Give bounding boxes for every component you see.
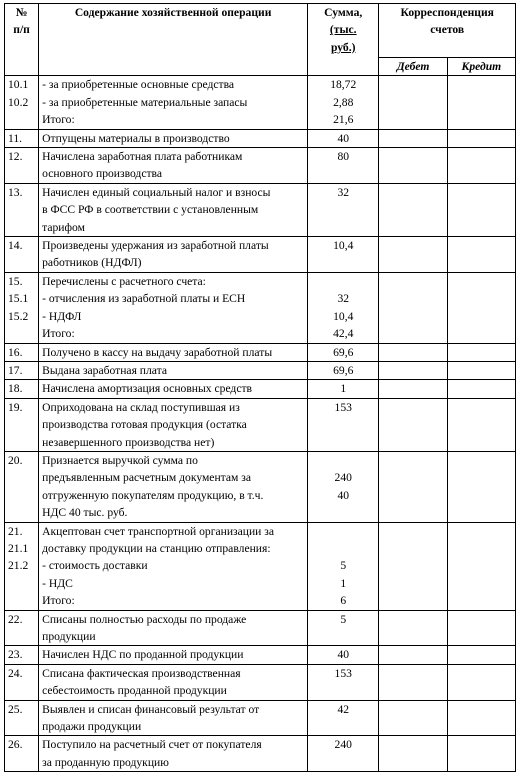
operation-description (39, 646, 308, 664)
row-number-line: 26. (8, 738, 23, 752)
row-number-line: 25. (8, 702, 23, 716)
description-line: - за приобретенные материальные запасы (42, 95, 248, 109)
row-number-line: 22. (8, 612, 23, 626)
credit-cell[interactable] (447, 646, 515, 664)
operation-sum (308, 451, 379, 522)
debit-cell[interactable] (379, 522, 447, 610)
sum-line: 6 (340, 594, 347, 608)
row-number (5, 451, 39, 522)
description-line: Выдана заработная плата (42, 363, 167, 377)
operation-sum (308, 736, 379, 772)
debit-cell[interactable] (379, 700, 447, 736)
operation-sum (308, 646, 379, 664)
table-row (5, 361, 516, 379)
row-number (5, 148, 39, 184)
sum-line: 18,72 (330, 78, 357, 92)
sum-line: 153 (334, 666, 352, 680)
operation-sum (308, 664, 379, 700)
description-line: работников (НДФЛ) (42, 256, 142, 270)
operation-description (39, 183, 308, 236)
sum-line: 240 (334, 738, 352, 752)
sum-line: 69,6 (333, 363, 354, 377)
description-line: Начислена амортизация основных средств (42, 382, 253, 396)
table-row (5, 380, 516, 398)
row-number (5, 183, 39, 236)
operation-description (39, 700, 308, 736)
sum-line (311, 504, 375, 521)
operation-sum (308, 700, 379, 736)
sum-line: 5 (340, 559, 347, 573)
row-number-line: 19. (8, 400, 23, 414)
description-line: тарифом (42, 220, 85, 234)
operations-table (4, 3, 516, 772)
row-number (5, 272, 39, 343)
table-row (5, 522, 516, 610)
debit-cell[interactable] (379, 398, 447, 451)
credit-cell[interactable] (447, 700, 515, 736)
row-number (5, 610, 39, 646)
operation-sum (308, 237, 379, 273)
table-row (5, 700, 516, 736)
description-line: незавершенного производства нет) (42, 435, 215, 449)
row-number (5, 76, 39, 129)
description-line: Перечислены с расчетного счета: (42, 274, 206, 288)
description-line: Итого: (42, 113, 75, 127)
row-number (5, 664, 39, 700)
sum-line: 2,88 (333, 95, 354, 109)
table-row (5, 237, 516, 273)
debit-cell[interactable] (379, 380, 447, 398)
operation-sum (308, 398, 379, 451)
table-row (5, 343, 516, 361)
credit-cell[interactable] (447, 451, 515, 522)
row-number (5, 129, 39, 147)
row-number-line: 21. (8, 524, 23, 538)
header-number (5, 4, 39, 76)
header-content: Содержание хозяйственной операции (39, 4, 308, 76)
sum-line: 5 (340, 612, 347, 626)
debit-cell[interactable] (379, 610, 447, 646)
debit-cell[interactable] (379, 148, 447, 184)
sum-line: 240 (334, 471, 352, 485)
operation-description (39, 522, 308, 610)
sum-line: 40 (337, 131, 350, 145)
sum-line: 40 (337, 488, 350, 502)
row-number-line: 20. (8, 453, 23, 467)
debit-cell[interactable] (379, 183, 447, 236)
row-number-line: 16. (8, 345, 23, 359)
operation-description (39, 129, 308, 147)
row-number (5, 646, 39, 664)
operation-sum (308, 610, 379, 646)
sum-line: 32 (337, 185, 350, 199)
header-corr-line1: Корреспонденция (400, 6, 494, 19)
description-line: Итого: (42, 594, 75, 608)
table-row (5, 76, 516, 129)
sum-line (311, 523, 375, 540)
description-line: продажи продукции (42, 720, 142, 734)
debit-cell[interactable] (379, 129, 447, 147)
table-row (5, 148, 516, 184)
operation-description (39, 736, 308, 772)
description-line: основного производства (42, 167, 163, 181)
description-line: Начислен НДС по проданной продукции (42, 648, 244, 662)
description-line: себестоимость проданной продукции (42, 684, 227, 698)
row-number-line: 10.2 (8, 95, 29, 109)
debit-cell[interactable] (379, 343, 447, 361)
row-number-line: 23. (8, 648, 23, 662)
operation-description (39, 148, 308, 184)
header-corr-line2: счетов (430, 23, 465, 37)
table-header-row (5, 4, 516, 58)
credit-cell[interactable] (447, 361, 515, 379)
description-line: отгруженную покупателям продукцию, в т.ч. (42, 488, 264, 502)
header-sum-line1: Сумма, (324, 6, 363, 19)
table-body (5, 76, 516, 772)
description-line: предъявленным расчетным документам за (42, 471, 251, 485)
header-number-line2: п/п (13, 23, 30, 37)
table-row (5, 610, 516, 646)
description-line: Начислена заработная плата работникам (42, 150, 243, 164)
description-line: Отпущены материалы в производство (42, 131, 230, 145)
operation-description (39, 398, 308, 451)
table-row (5, 129, 516, 147)
row-number-line: 17. (8, 363, 23, 377)
credit-cell[interactable] (447, 610, 515, 646)
description-line: Итого: (42, 327, 75, 341)
sum-line: 10,4 (333, 239, 354, 253)
sum-line: 153 (334, 400, 352, 414)
description-line: - НДС (42, 576, 73, 590)
credit-cell[interactable] (447, 129, 515, 147)
description-line: - за приобретенные основные средства (42, 78, 235, 92)
sum-line: 40 (337, 648, 350, 662)
description-line: продукции (42, 630, 96, 643)
table-row (5, 736, 516, 772)
sum-line: 42,4 (333, 327, 354, 341)
description-line: за проданную продукцию (42, 755, 169, 769)
description-line: Поступило на расчетный счет от покупателя (42, 738, 262, 752)
row-number-line: 21.2 (8, 559, 29, 573)
operation-sum (308, 76, 379, 129)
row-number-line: 18. (8, 382, 23, 396)
table-row (5, 398, 516, 451)
operation-sum (308, 129, 379, 147)
description-line: Списана фактическая производственная (42, 666, 241, 680)
table-row (5, 272, 516, 343)
table-row (5, 183, 516, 236)
description-line: производства готовая продукция (остатка (42, 418, 247, 432)
description-line: Начислен единый социальный налог и взносы (42, 185, 271, 199)
description-line: Акцептован счет транспортной организации за (42, 524, 275, 538)
operation-sum (308, 380, 379, 398)
row-number (5, 237, 39, 273)
table-row (5, 646, 516, 664)
header-sum-line2: (тыс. (329, 23, 357, 37)
operation-sum (308, 361, 379, 379)
description-line: НДС 40 тыс. руб. (42, 506, 128, 520)
operation-description (39, 343, 308, 361)
row-number-line: 24. (8, 666, 23, 680)
operation-description (39, 272, 308, 343)
operation-sum (308, 148, 379, 184)
operation-description (39, 451, 308, 522)
operation-description (39, 237, 308, 273)
sum-line (311, 273, 375, 290)
credit-cell[interactable] (447, 343, 515, 361)
description-line: Выявлен и списан финансовый результат от (42, 702, 260, 716)
sum-line: 10,4 (333, 309, 354, 323)
description-line: Получено в кассу на выдачу заработной платы (42, 345, 273, 359)
row-number-line: 10.1 (8, 78, 29, 92)
table-row (5, 451, 516, 522)
row-number (5, 522, 39, 610)
credit-cell[interactable] (447, 183, 515, 236)
debit-cell[interactable] (379, 736, 447, 772)
sum-line (311, 452, 375, 469)
description-line: - отчисления из заработной платы и ЕСН (42, 292, 246, 306)
debit-cell[interactable] (379, 361, 447, 379)
row-number (5, 343, 39, 361)
description-line: - стоимость доставки (42, 559, 148, 573)
description-line: Признается выручкой сумма по (42, 453, 198, 467)
debit-cell[interactable] (379, 272, 447, 343)
debit-cell[interactable] (379, 237, 447, 273)
sum-line: 21,6 (333, 113, 354, 127)
row-number-line: 15.2 (8, 309, 29, 323)
credit-cell[interactable] (447, 380, 515, 398)
header-number-line1: № (15, 6, 28, 19)
credit-cell[interactable] (447, 664, 515, 700)
credit-cell[interactable] (447, 148, 515, 184)
sum-line (311, 540, 375, 557)
row-number (5, 700, 39, 736)
sum-line: 80 (337, 150, 350, 164)
row-number-line: 15.1 (8, 292, 29, 306)
row-number (5, 736, 39, 772)
sum-line: 42 (337, 702, 350, 716)
row-number (5, 398, 39, 451)
operation-description (39, 664, 308, 700)
credit-cell[interactable] (447, 736, 515, 772)
sum-line: 1 (340, 382, 347, 396)
header-debit: Дебет (379, 58, 447, 76)
operation-description (39, 380, 308, 398)
row-number-line: 15. (8, 274, 23, 288)
credit-cell[interactable] (447, 76, 515, 129)
credit-cell[interactable] (447, 522, 515, 610)
operation-sum (308, 272, 379, 343)
row-number (5, 380, 39, 398)
row-number (5, 361, 39, 379)
row-number-line: 13. (8, 185, 23, 199)
operation-description (39, 361, 308, 379)
description-line: доставку продукции на станцию отправления: (42, 541, 271, 555)
row-number-line: 11. (8, 131, 23, 145)
operation-sum (308, 183, 379, 236)
operation-description (39, 610, 308, 646)
debit-cell[interactable] (379, 664, 447, 700)
header-sum-line3: руб.) (330, 40, 356, 54)
table-row (5, 664, 516, 700)
debit-cell[interactable] (379, 451, 447, 522)
operation-sum (308, 522, 379, 610)
operation-description (39, 76, 308, 129)
operation-sum (308, 343, 379, 361)
row-number-line: 21.1 (8, 541, 29, 555)
credit-cell[interactable] (447, 272, 515, 343)
description-line: - НДФЛ (42, 309, 82, 323)
debit-cell[interactable] (379, 646, 447, 664)
sum-line: 69,6 (333, 345, 354, 359)
description-line: Оприходована на склад поступившая из (42, 400, 240, 414)
description-line: Произведены удержания из заработной платы (42, 239, 269, 253)
header-sum (308, 4, 379, 76)
header-correspondence (379, 4, 516, 58)
row-number-line: 14. (8, 239, 23, 253)
debit-cell[interactable] (379, 76, 447, 129)
sum-line: 1 (340, 576, 347, 590)
credit-cell[interactable] (447, 398, 515, 451)
header-credit: Кредит (447, 58, 515, 76)
row-number-line: 12. (8, 150, 23, 164)
description-line: Списаны полностью расходы по продаже (42, 612, 247, 626)
description-line: в ФСС РФ в соответствии с установленным (42, 203, 259, 217)
sum-line: 32 (337, 292, 350, 306)
credit-cell[interactable] (447, 237, 515, 273)
